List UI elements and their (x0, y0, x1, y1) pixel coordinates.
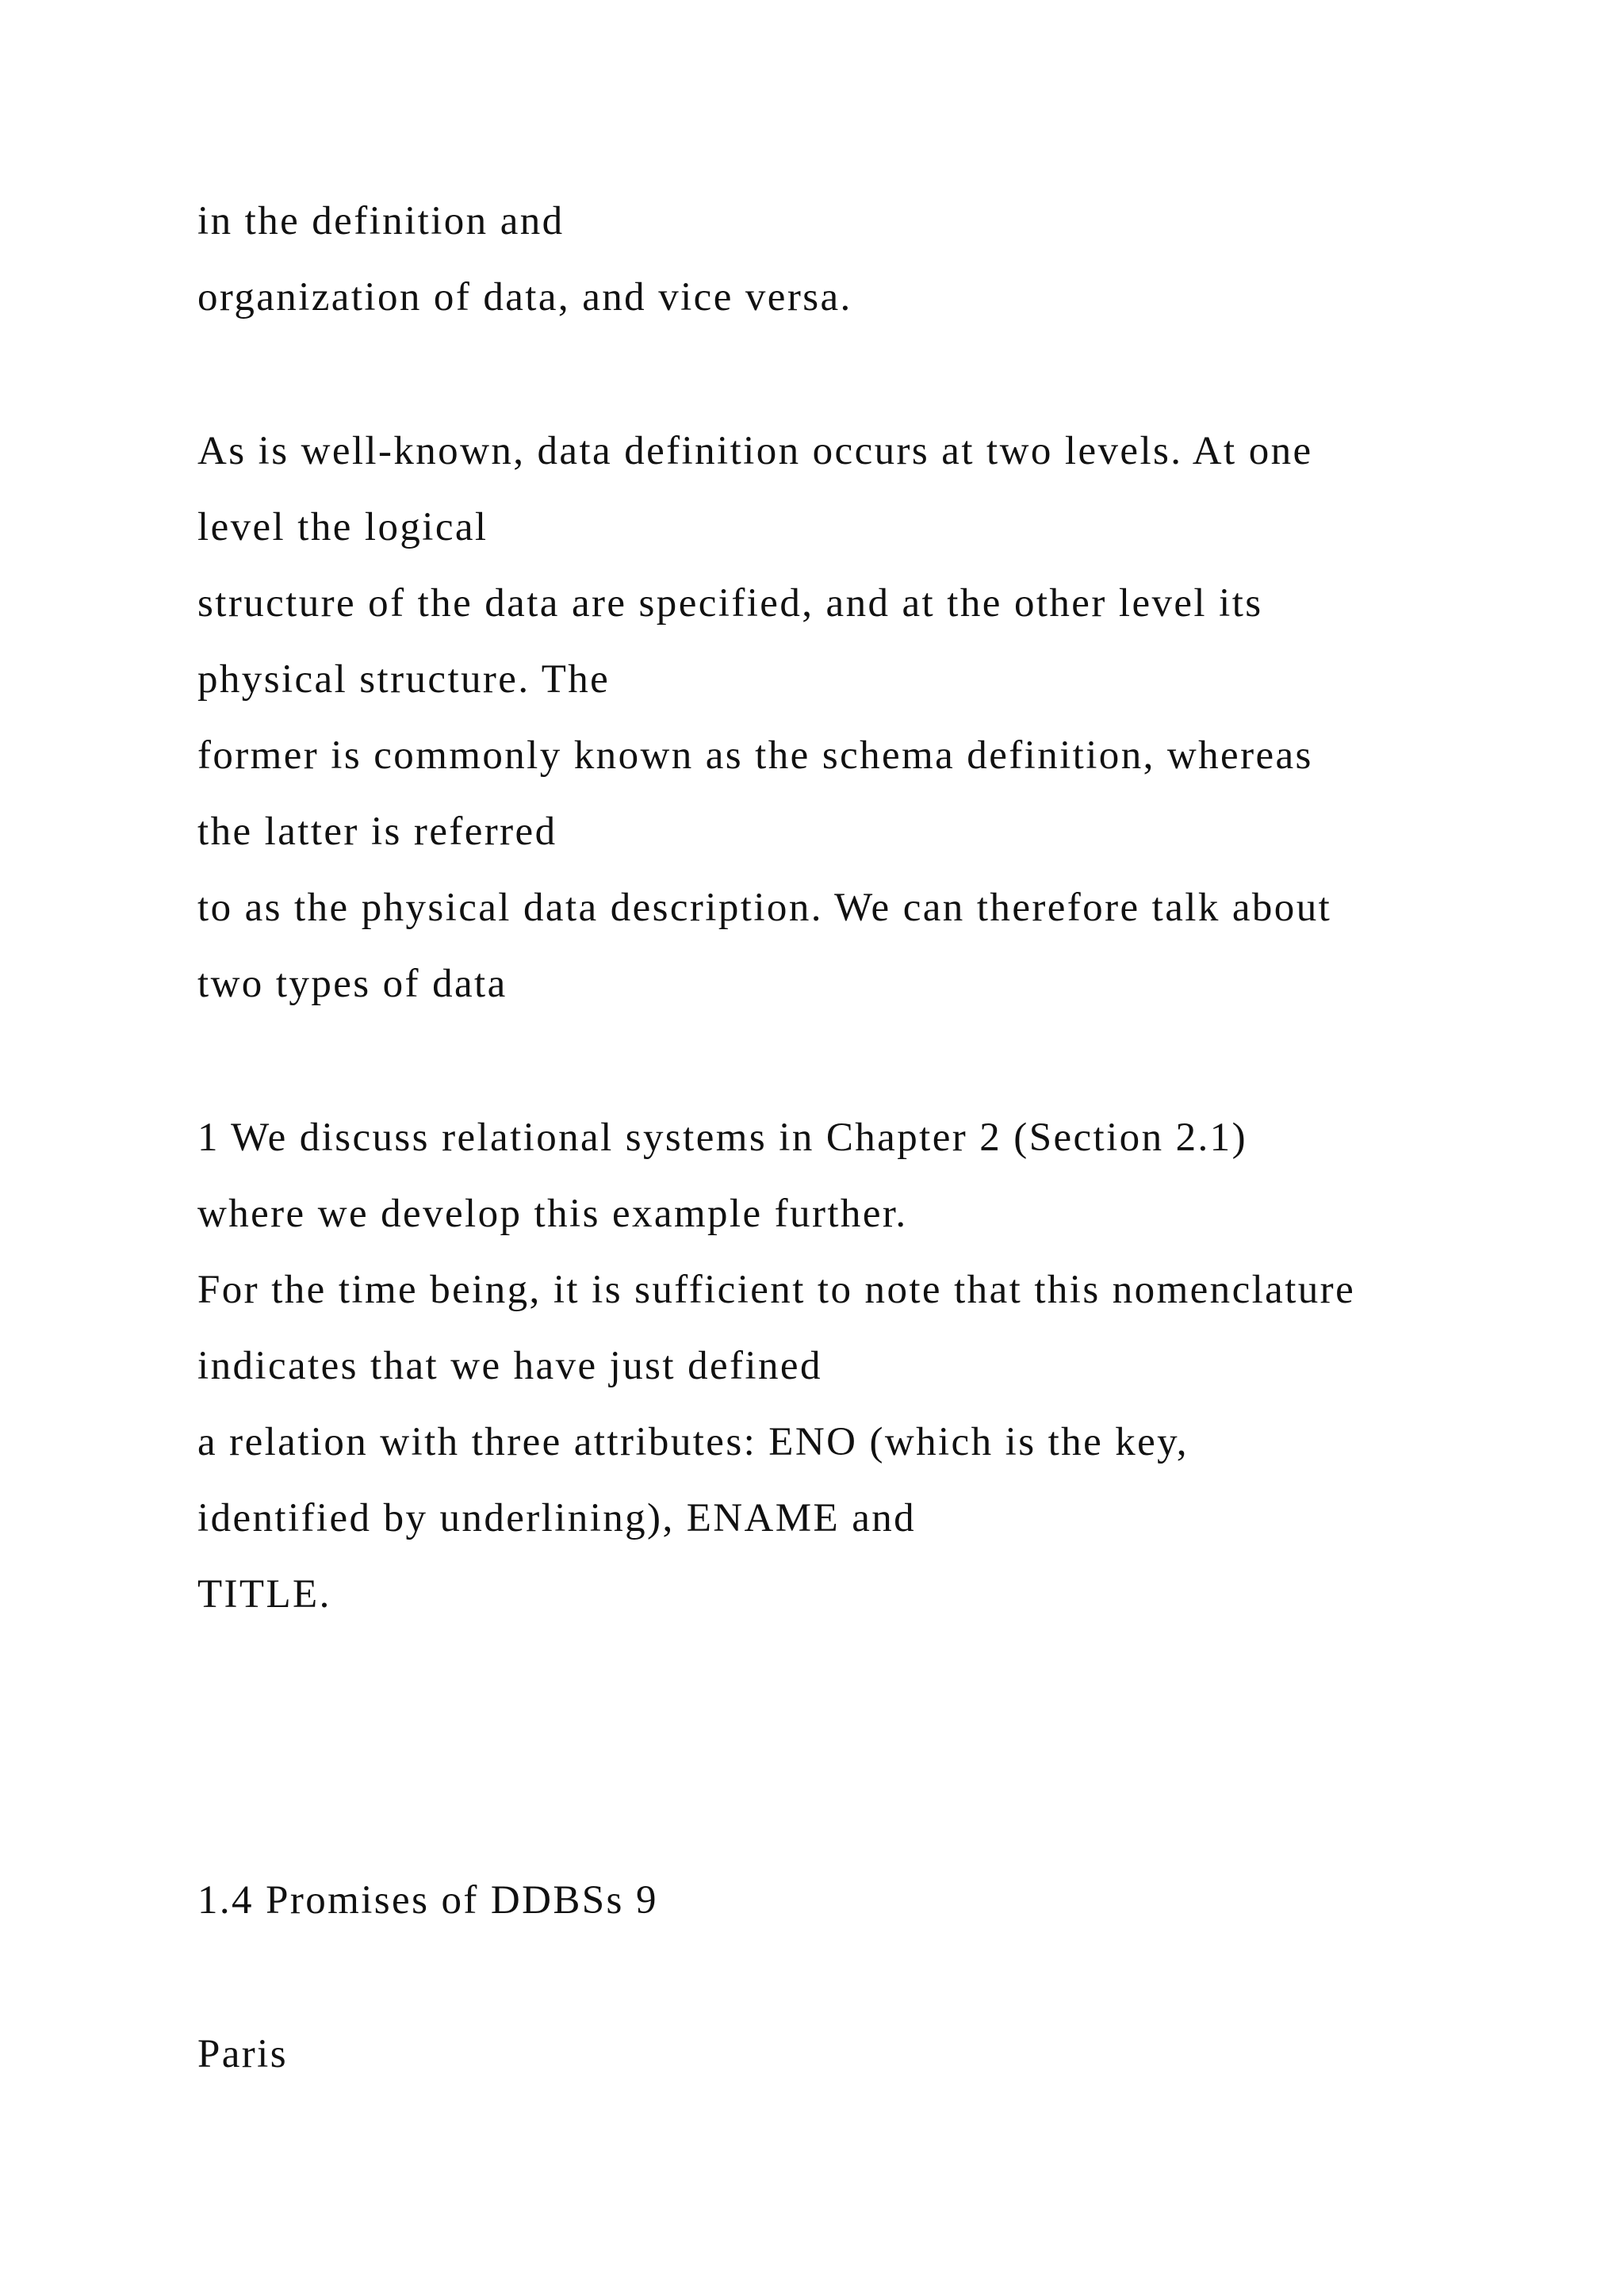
footnote-line: where we develop this example further. (197, 1192, 908, 1236)
text-line: As is well-known, data definition occurs at two levels. At one (197, 429, 1313, 473)
footnote-line: a relation with three attributes: ENO (which is the key, (197, 1420, 1189, 1464)
text-line: former is commonly known as the schema definition, whereas (197, 733, 1313, 778)
text-line: organization of data, and vice versa. (197, 275, 852, 320)
text-line: Paris (197, 2032, 288, 2076)
page-header: 1.4 Promises of DDBSs 9 (197, 1878, 658, 1923)
text-line: physical structure. The (197, 657, 611, 702)
text-line: in the definition and (197, 199, 565, 243)
footnote-line: TITLE. (197, 1572, 331, 1617)
text-line: to as the physical data description. We can therefore talk about (197, 886, 1332, 930)
footnote-line: identified by underlining), ENAME and (197, 1496, 917, 1540)
text-line: level the logical (197, 505, 488, 549)
footnote-line: For the time being, it is sufficient to note that this nomenclature (197, 1268, 1356, 1312)
text-line: structure of the data are specified, and at the other level its (197, 581, 1263, 626)
text-line: the latter is referred (197, 809, 557, 854)
footnote-line: 1 We discuss relational systems in Chapter 2 (Section 2.1) (197, 1115, 1247, 1160)
footnote-line: indicates that we have just defined (197, 1344, 822, 1388)
text-line: two types of data (197, 962, 508, 1006)
